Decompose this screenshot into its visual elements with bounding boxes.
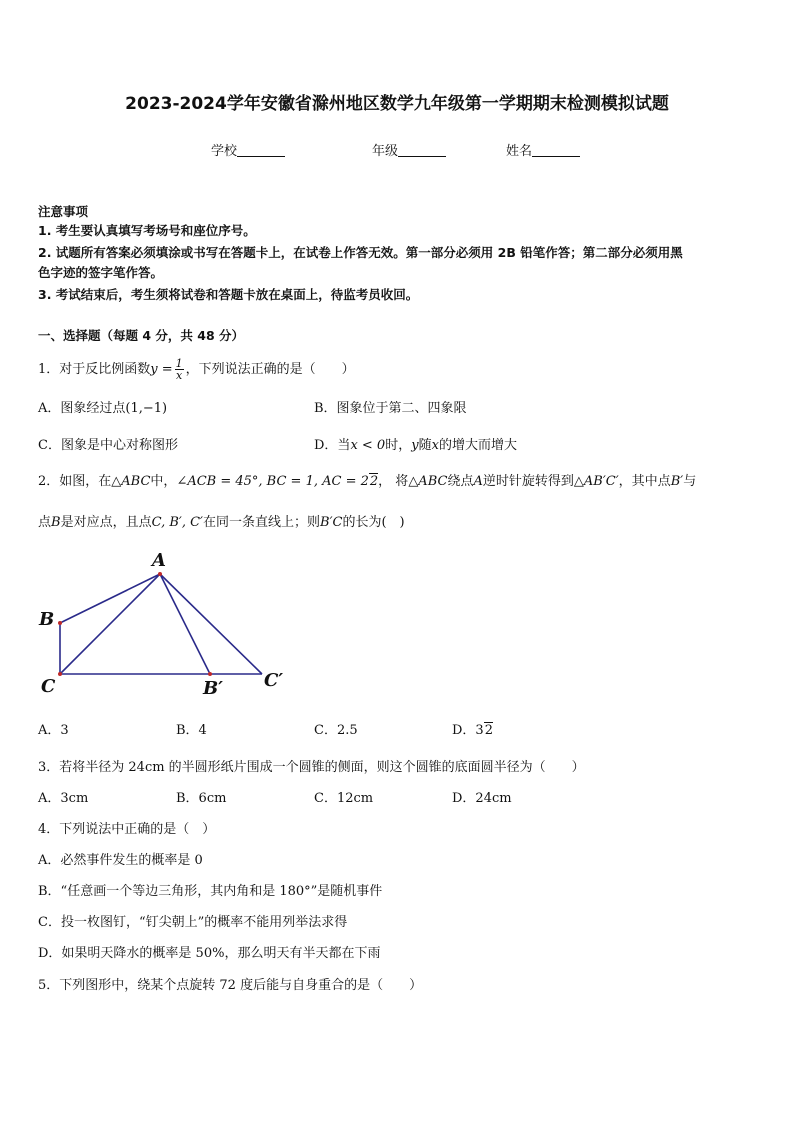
note-item-1: 1. 考生要认真填写考场号和座位序号。 bbox=[38, 223, 256, 238]
label-c: C bbox=[41, 676, 56, 697]
grade-label: 年级 bbox=[372, 144, 399, 159]
school-label: 学校 bbox=[211, 144, 238, 159]
label-b1: B′ bbox=[203, 678, 223, 699]
q4-option-a[interactable]: A．必然事件发生的概率是 0 bbox=[38, 853, 203, 868]
note-item-3: 3. 考试结束后，考生须将试卷和答题卡放在桌面上，待监考员收回。 bbox=[38, 287, 419, 302]
point-a bbox=[158, 572, 162, 576]
q2-option-d[interactable]: D．32 bbox=[452, 723, 493, 738]
q3-option-b[interactable]: B．6cm bbox=[176, 791, 227, 806]
question-3: 3．若将半径为 24cm 的半圆形纸片围成一个圆锥的侧面，则这个圆锥的底面圆半径为（ ） bbox=[38, 760, 585, 775]
segment-ac1 bbox=[160, 574, 262, 674]
q4-option-c[interactable]: C．投一枚图钉，“钉尖朝上”的概率不能用列举法求得 bbox=[38, 915, 348, 930]
q4-option-d[interactable]: D．如果明天降水的概率是 50%，那么明天有半天都在下雨 bbox=[38, 946, 381, 961]
note-item-2-cont: 色字迹的签字笔作答。 bbox=[38, 265, 164, 280]
point-b bbox=[58, 621, 62, 625]
q1-option-d[interactable]: D．当x < 0时，y随x的增大而增大 bbox=[314, 438, 517, 453]
name-blank[interactable] bbox=[532, 144, 580, 157]
school-field bbox=[211, 140, 285, 159]
q1-option-c[interactable]: C．图象是中心对称图形 bbox=[38, 438, 178, 453]
note-item-2: 2. 试题所有答案必须填涂或书写在答题卡上，在试卷上作答无效。第一部分必须用 2B 铅笔作答；第二部分必须用黑 bbox=[38, 245, 683, 260]
point-b1 bbox=[208, 672, 212, 676]
page-title: 2023-2024学年安徽省滁州地区数学九年级第一学期期末检测模拟试题 bbox=[125, 94, 669, 114]
segment-ab1 bbox=[160, 574, 210, 674]
label-a: A bbox=[152, 550, 166, 571]
notes-heading: 注意事项 bbox=[38, 204, 89, 219]
point-c bbox=[58, 672, 62, 676]
school-blank[interactable] bbox=[237, 144, 285, 157]
q2-option-c[interactable]: C．2.5 bbox=[314, 723, 358, 738]
q2-option-b[interactable]: B．4 bbox=[176, 723, 207, 738]
label-c1: C′ bbox=[264, 670, 284, 691]
q3-option-c[interactable]: C．12cm bbox=[314, 791, 374, 806]
segment-ba bbox=[60, 574, 160, 623]
q4-option-b[interactable]: B．“任意画一个等边三角形，其内角和是 180°”是随机事件 bbox=[38, 884, 383, 899]
q1-option-b[interactable]: B．图象位于第二、四象限 bbox=[314, 401, 467, 416]
triangle-figure bbox=[36, 548, 306, 700]
question-5: 5．下列图形中，绕某个点旋转 72 度后能与自身重合的是（ ） bbox=[38, 978, 423, 993]
label-b: B bbox=[39, 609, 55, 630]
name-field bbox=[506, 140, 580, 159]
segment-ca bbox=[60, 574, 160, 674]
section-heading: 一、选择题（每题 4 分，共 48 分） bbox=[38, 328, 245, 343]
question-2-line-1: 2．如图，在△ABC中，∠ACB = 45°, BC = 1, AC = 22， 将△ABC绕点A逆时针旋转得到△AB′C′，其中点B′与 bbox=[38, 474, 697, 489]
q1-option-a[interactable]: A．图象经过点(1,−1) bbox=[38, 401, 168, 416]
grade-blank[interactable] bbox=[398, 144, 446, 157]
q3-option-a[interactable]: A．3cm bbox=[38, 791, 89, 806]
question-2-line-2: 点B是对应点，且点C, B′, C′在同一条直线上；则B′C的长为( ) bbox=[38, 515, 405, 530]
question-4: 4．下列说法中正确的是（ ） bbox=[38, 822, 216, 837]
grade-field bbox=[372, 140, 446, 159]
q3-option-d[interactable]: D．24cm bbox=[452, 791, 512, 806]
question-1: 1．对于反比例函数y = $\frac{1}{x}$ ，下列说法正确的是（ ） bbox=[38, 357, 355, 382]
q2-option-a[interactable]: A．3 bbox=[38, 723, 69, 738]
fraction: $\frac{1}{x}$ bbox=[175, 357, 183, 382]
name-label: 姓名 bbox=[506, 144, 533, 159]
